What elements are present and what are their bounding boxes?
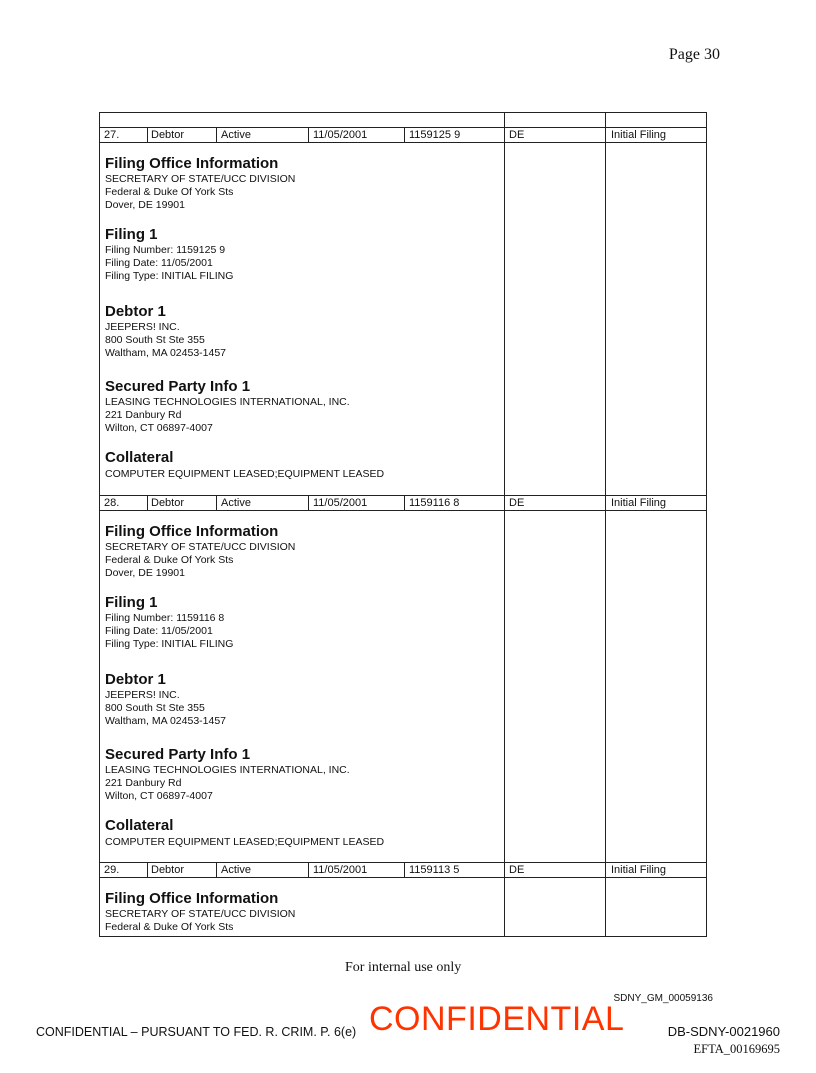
bates-number-small: SDNY_GM_00059136 bbox=[613, 993, 713, 1004]
row-filing-number: 1159113 5 bbox=[409, 864, 460, 876]
filing-line: Filing Date: 11/05/2001 bbox=[105, 257, 213, 269]
secured-party-line: LEASING TECHNOLOGIES INTERNATIONAL, INC. bbox=[105, 396, 350, 408]
debtor-line: 800 South St Ste 355 bbox=[105, 702, 205, 714]
filing-office-line: Federal & Duke Of York Sts bbox=[105, 186, 234, 198]
record-27 bbox=[100, 128, 706, 496]
filing-line: Filing Type: INITIAL FILING bbox=[105, 638, 234, 650]
filing-heading: Filing 1 bbox=[105, 226, 158, 243]
secured-party-line: Wilton, CT 06897-4007 bbox=[105, 790, 213, 802]
debtor-line: JEEPERS! INC. bbox=[105, 689, 180, 701]
debtor-line: 800 South St Ste 355 bbox=[105, 334, 205, 346]
row-status: Active bbox=[221, 497, 251, 509]
debtor-line: JEEPERS! INC. bbox=[105, 321, 180, 333]
row-state: DE bbox=[509, 129, 525, 141]
row-filing-number: 1159116 8 bbox=[409, 497, 460, 509]
row-number: 29. bbox=[104, 864, 120, 876]
row-state: DE bbox=[509, 497, 525, 509]
filing-office-line: Dover, DE 19901 bbox=[105, 199, 185, 211]
row-filing-type: Initial Filing bbox=[611, 864, 667, 876]
filing-office-line: Federal & Duke Of York Sts bbox=[105, 554, 234, 566]
row-party-type: Debtor bbox=[151, 864, 185, 876]
debtor-heading: Debtor 1 bbox=[105, 303, 166, 320]
row-state: DE bbox=[509, 864, 525, 876]
efta-number: EFTA_00169695 bbox=[693, 1042, 780, 1056]
debtor-line: Waltham, MA 02453-1457 bbox=[105, 347, 227, 359]
collateral-heading: Collateral bbox=[105, 449, 174, 466]
secured-party-heading: Secured Party Info 1 bbox=[105, 378, 251, 395]
filing-office-heading: Filing Office Information bbox=[105, 155, 279, 172]
row-filing-type: Initial Filing bbox=[611, 497, 667, 509]
row-filing-type: Initial Filing bbox=[611, 129, 667, 141]
record-29 bbox=[100, 863, 706, 937]
filing-line: Filing Number: 1159125 9 bbox=[105, 244, 226, 256]
db-sdny-number: DB-SDNY-0021960 bbox=[667, 1024, 780, 1039]
filing-office-line: SECRETARY OF STATE/UCC DIVISION bbox=[105, 541, 296, 553]
filing-line: Filing Type: INITIAL FILING bbox=[105, 270, 234, 282]
row-number: 27. bbox=[104, 129, 120, 141]
page-number: Page 30 bbox=[668, 46, 720, 63]
collateral-heading: Collateral bbox=[105, 817, 174, 834]
secured-party-line: 221 Danbury Rd bbox=[105, 777, 182, 789]
secured-party-heading: Secured Party Info 1 bbox=[105, 746, 251, 763]
row-date: 11/05/2001 bbox=[313, 129, 368, 141]
collateral-line: COMPUTER EQUIPMENT LEASED;EQUIPMENT LEASED bbox=[105, 836, 385, 848]
secured-party-line: LEASING TECHNOLOGIES INTERNATIONAL, INC. bbox=[105, 764, 350, 776]
filing-office-line: Dover, DE 19901 bbox=[105, 567, 185, 579]
row-filing-number: 1159125 9 bbox=[409, 129, 461, 141]
confidential-notice: CONFIDENTIAL – PURSUANT TO FED. R. CRIM. P. 6(e) bbox=[36, 1025, 357, 1039]
row-status: Active bbox=[221, 129, 251, 141]
internal-use-note: For internal use only bbox=[345, 960, 462, 975]
row-party-type: Debtor bbox=[151, 497, 185, 509]
row-party-type: Debtor bbox=[151, 129, 185, 141]
secured-party-line: 221 Danbury Rd bbox=[105, 409, 182, 421]
filing-office-heading: Filing Office Information bbox=[105, 890, 279, 907]
row-date: 11/05/2001 bbox=[313, 864, 368, 876]
filing-heading: Filing 1 bbox=[105, 594, 158, 611]
row-status: Active bbox=[221, 864, 251, 876]
filing-office-line: Federal & Duke Of York Sts bbox=[105, 921, 234, 933]
debtor-line: Waltham, MA 02453-1457 bbox=[105, 715, 227, 727]
secured-party-line: Wilton, CT 06897-4007 bbox=[105, 422, 213, 434]
filing-office-line: SECRETARY OF STATE/UCC DIVISION bbox=[105, 173, 296, 185]
row-date: 11/05/2001 bbox=[313, 497, 368, 509]
confidential-stamp: CONFIDENTIAL bbox=[369, 1000, 625, 1038]
filing-line: Filing Number: 1159116 8 bbox=[105, 612, 225, 624]
row-number: 28. bbox=[104, 497, 120, 509]
debtor-heading: Debtor 1 bbox=[105, 671, 166, 688]
filing-office-line: SECRETARY OF STATE/UCC DIVISION bbox=[105, 908, 296, 920]
filings-table bbox=[99, 112, 707, 937]
filing-office-heading: Filing Office Information bbox=[105, 523, 279, 540]
filing-line: Filing Date: 11/05/2001 bbox=[105, 625, 213, 637]
collateral-line: COMPUTER EQUIPMENT LEASED;EQUIPMENT LEASED bbox=[105, 468, 385, 480]
record-28 bbox=[100, 496, 706, 863]
